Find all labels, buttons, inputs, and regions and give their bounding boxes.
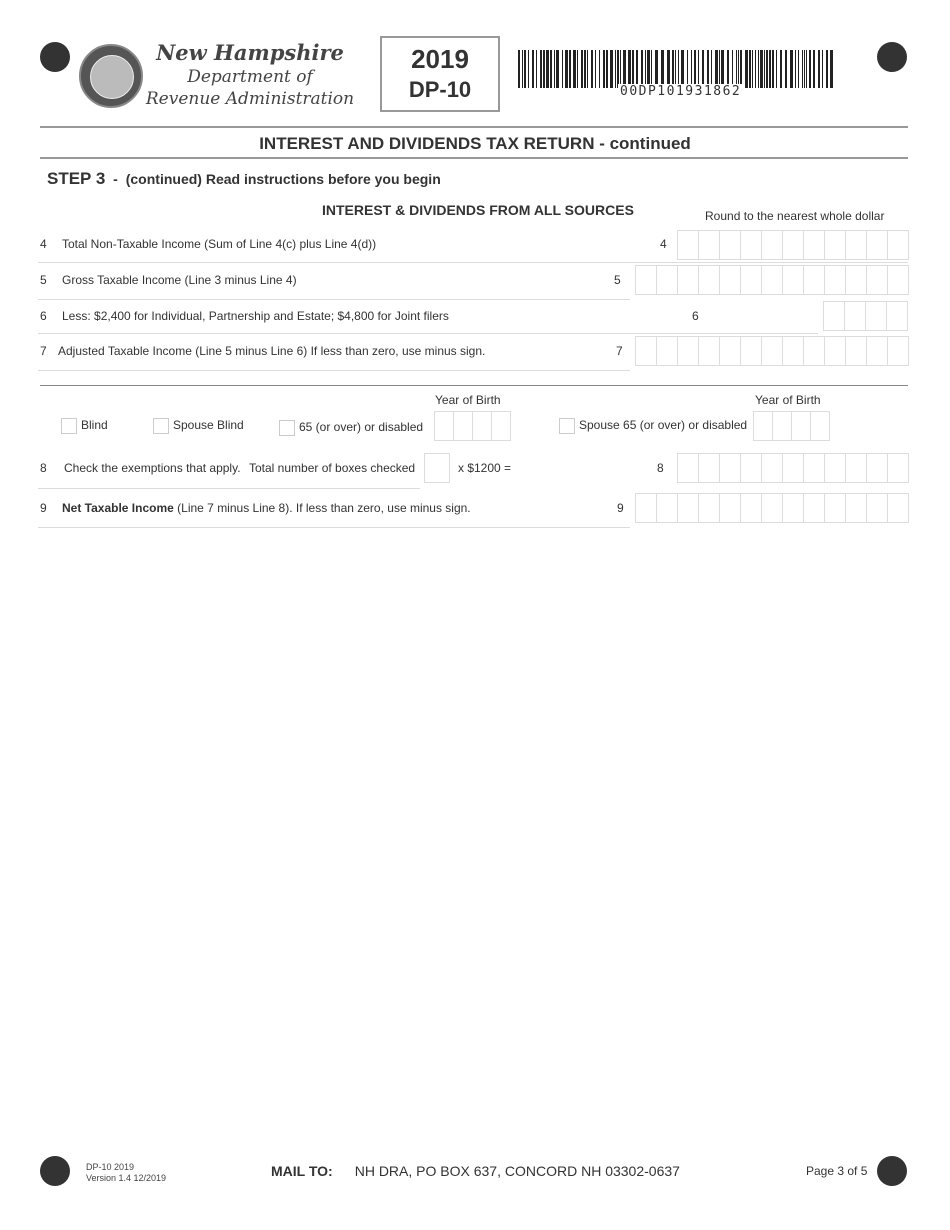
year-of-birth-label: Year of Birth <box>435 393 501 407</box>
blind-label: Blind <box>81 418 108 432</box>
digit-cell[interactable] <box>719 453 741 483</box>
line-5-label: Gross Taxable Income (Line 3 minus Line 4) <box>62 273 297 287</box>
round-note: Round to the nearest whole dollar <box>705 209 885 223</box>
line-6-rule <box>38 333 818 334</box>
digit-cell[interactable] <box>719 493 741 523</box>
line-4-label: Total Non-Taxable Income (Sum of Line 4(c) plus Line 4(d)) <box>62 237 377 251</box>
line-8-ref: 8 <box>657 461 664 475</box>
digit-cell[interactable] <box>886 301 908 331</box>
line-7-ref: 7 <box>616 344 623 358</box>
over-65-label: 65 (or over) or disabled <box>299 420 424 434</box>
digit-cell[interactable] <box>656 336 678 366</box>
digit-cell[interactable] <box>782 336 804 366</box>
digit-cell[interactable] <box>472 411 492 441</box>
line-5-rule <box>38 299 630 300</box>
digit-cell[interactable] <box>761 265 783 295</box>
digit-cell[interactable] <box>824 265 846 295</box>
digit-cell[interactable] <box>844 301 866 331</box>
line-9-label-rest: (Line 7 minus Line 8). If less than zero, use minus sign. <box>173 501 471 515</box>
form-version-line-2: Version 1.4 12/2019 <box>86 1173 167 1183</box>
line-7-label: Adjusted Taxable Income (Line 5 minus Line 6) If less than zero, use minus sign. <box>58 344 486 358</box>
mail-to <box>271 1163 680 1179</box>
digit-cell[interactable] <box>761 493 783 523</box>
digit-cell[interactable] <box>761 230 783 260</box>
digit-cell[interactable] <box>810 411 830 441</box>
line-9-number: 9 <box>40 501 47 515</box>
registration-mark-top-left <box>40 42 70 72</box>
over-65-checkbox[interactable] <box>279 420 295 436</box>
line-7-number: 7 <box>40 344 47 358</box>
digit-cell[interactable] <box>845 230 867 260</box>
digit-cell[interactable] <box>698 493 720 523</box>
digit-cell[interactable] <box>761 336 783 366</box>
digit-cell[interactable] <box>803 265 825 295</box>
digit-cell[interactable] <box>740 336 762 366</box>
digit-cell[interactable] <box>677 453 699 483</box>
line-8-total-label: Total number of boxes checked <box>249 461 416 475</box>
digit-cell[interactable] <box>635 336 657 366</box>
line-8-amount-field[interactable] <box>678 453 909 483</box>
line-9-label-bold: Net Taxable Income <box>62 501 174 515</box>
digit-cell[interactable] <box>698 453 720 483</box>
digit-cell[interactable] <box>887 230 909 260</box>
line-6-amount-field[interactable] <box>824 301 908 331</box>
digit-cell[interactable] <box>453 411 473 441</box>
form-id: DP-10 <box>408 77 472 102</box>
digit-cell[interactable] <box>803 493 825 523</box>
digit-cell[interactable] <box>677 493 699 523</box>
exemptions-divider <box>40 385 908 386</box>
digit-cell[interactable] <box>740 265 762 295</box>
digit-cell[interactable] <box>887 265 909 295</box>
line-4-number: 4 <box>40 237 47 251</box>
mail-to-address: NH DRA, PO BOX 637, CONCORD NH 03302-0637 <box>354 1163 680 1179</box>
state-seal-icon <box>79 44 143 108</box>
digit-cell[interactable] <box>887 493 909 523</box>
agency-name <box>145 40 355 110</box>
line-8-number: 8 <box>40 461 47 475</box>
spouse-over-65-checkbox[interactable] <box>559 418 575 434</box>
digit-cell[interactable] <box>866 230 888 260</box>
digit-cell[interactable] <box>823 301 845 331</box>
digit-cell[interactable] <box>866 265 888 295</box>
digit-cell[interactable] <box>740 493 762 523</box>
digit-cell[interactable] <box>698 230 720 260</box>
title-divider <box>40 157 908 159</box>
year-of-birth-field[interactable] <box>435 411 511 441</box>
digit-cell[interactable] <box>866 493 888 523</box>
spouse-blind-label: Spouse Blind <box>173 418 244 432</box>
line-4-ref: 4 <box>660 237 667 251</box>
digit-cell[interactable] <box>887 453 909 483</box>
digit-cell[interactable] <box>424 453 450 483</box>
digit-cell[interactable] <box>491 411 511 441</box>
digit-cell[interactable] <box>677 336 699 366</box>
digit-cell[interactable] <box>824 336 846 366</box>
line-5-number: 5 <box>40 273 47 287</box>
digit-cell[interactable] <box>824 453 846 483</box>
header-divider <box>40 126 908 128</box>
line-9-label <box>62 501 471 515</box>
page-title: INTEREST AND DIVIDENDS TAX RETURN - continued <box>259 134 691 153</box>
form-version-line-1: DP-10 2019 <box>86 1162 135 1172</box>
step-separator: - <box>113 171 118 187</box>
digit-cell[interactable] <box>803 230 825 260</box>
registration-mark-bottom-left <box>40 1156 70 1186</box>
line-5-ref: 5 <box>614 273 621 287</box>
digit-cell[interactable] <box>635 265 657 295</box>
digit-cell[interactable] <box>803 453 825 483</box>
total-boxes-checked-field[interactable] <box>425 453 450 483</box>
digit-cell[interactable] <box>845 336 867 366</box>
digit-cell[interactable] <box>719 230 741 260</box>
digit-cell[interactable] <box>719 336 741 366</box>
digit-cell[interactable] <box>656 493 678 523</box>
line-8-multiplier: x $1200 = <box>458 461 512 475</box>
blind-checkbox[interactable] <box>61 418 77 434</box>
digit-cell[interactable] <box>824 493 846 523</box>
digit-cell[interactable] <box>866 336 888 366</box>
digit-cell[interactable] <box>740 230 762 260</box>
digit-cell[interactable] <box>782 230 804 260</box>
section-title: INTEREST & DIVIDENDS FROM ALL SOURCES <box>322 202 634 218</box>
line-5-amount-field[interactable] <box>636 265 909 295</box>
digit-cell[interactable] <box>865 301 887 331</box>
digit-cell[interactable] <box>753 411 773 441</box>
digit-cell[interactable] <box>845 265 867 295</box>
line-9-amount-field[interactable] <box>636 493 909 523</box>
line-4-amount-field[interactable] <box>678 230 909 260</box>
digit-cell[interactable] <box>845 493 867 523</box>
digit-cell[interactable] <box>845 453 867 483</box>
registration-mark-top-right <box>877 42 907 72</box>
digit-cell[interactable] <box>434 411 454 441</box>
spouse-year-of-birth-field[interactable] <box>754 411 830 441</box>
page-number: Page 3 of 5 <box>806 1164 868 1178</box>
barcode-icon <box>518 50 838 88</box>
digit-cell[interactable] <box>677 230 699 260</box>
line-8-rule <box>38 488 420 489</box>
form-id-box <box>380 36 500 112</box>
agency-line-1: New Hampshire <box>156 40 344 65</box>
digit-cell[interactable] <box>698 336 720 366</box>
line-6-number: 6 <box>40 309 47 323</box>
form-version <box>86 1162 166 1184</box>
digit-cell[interactable] <box>782 453 804 483</box>
form-year: 2019 <box>411 44 469 74</box>
agency-line-2: Department of <box>187 67 313 87</box>
line-7-amount-field[interactable] <box>636 336 909 366</box>
digit-cell[interactable] <box>803 336 825 366</box>
digit-cell[interactable] <box>761 453 783 483</box>
step-label: STEP 3 <box>47 169 106 188</box>
digit-cell[interactable] <box>824 230 846 260</box>
digit-cell[interactable] <box>772 411 792 441</box>
digit-cell[interactable] <box>866 453 888 483</box>
barcode-number: 00DP101931862 <box>620 84 742 99</box>
digit-cell[interactable] <box>719 265 741 295</box>
step-heading <box>47 169 441 189</box>
digit-cell[interactable] <box>635 493 657 523</box>
digit-cell[interactable] <box>782 265 804 295</box>
digit-cell[interactable] <box>677 265 699 295</box>
digit-cell[interactable] <box>698 265 720 295</box>
mail-to-label: MAIL TO: <box>271 1163 333 1179</box>
spouse-blind-checkbox[interactable] <box>153 418 169 434</box>
digit-cell[interactable] <box>740 453 762 483</box>
registration-mark-bottom-right <box>877 1156 907 1186</box>
line-9-rule <box>38 527 630 528</box>
digit-cell[interactable] <box>656 265 678 295</box>
digit-cell[interactable] <box>791 411 811 441</box>
line-7-rule <box>38 370 630 371</box>
line-8-label: Check the exemptions that apply. <box>64 461 241 475</box>
agency-line-3: Revenue Administration <box>145 89 355 109</box>
spouse-year-of-birth-label: Year of Birth <box>755 393 821 407</box>
digit-cell[interactable] <box>887 336 909 366</box>
line-9-ref: 9 <box>617 501 624 515</box>
step-text: (continued) Read instructions before you begin <box>125 171 441 187</box>
digit-cell[interactable] <box>782 493 804 523</box>
line-6-label: Less: $2,400 for Individual, Partnership and Estate; $4,800 for Joint filers <box>62 309 449 323</box>
line-4-rule <box>38 262 908 263</box>
spouse-over-65-label: Spouse 65 (or over) or disabled <box>579 418 748 432</box>
line-6-ref: 6 <box>692 309 699 323</box>
